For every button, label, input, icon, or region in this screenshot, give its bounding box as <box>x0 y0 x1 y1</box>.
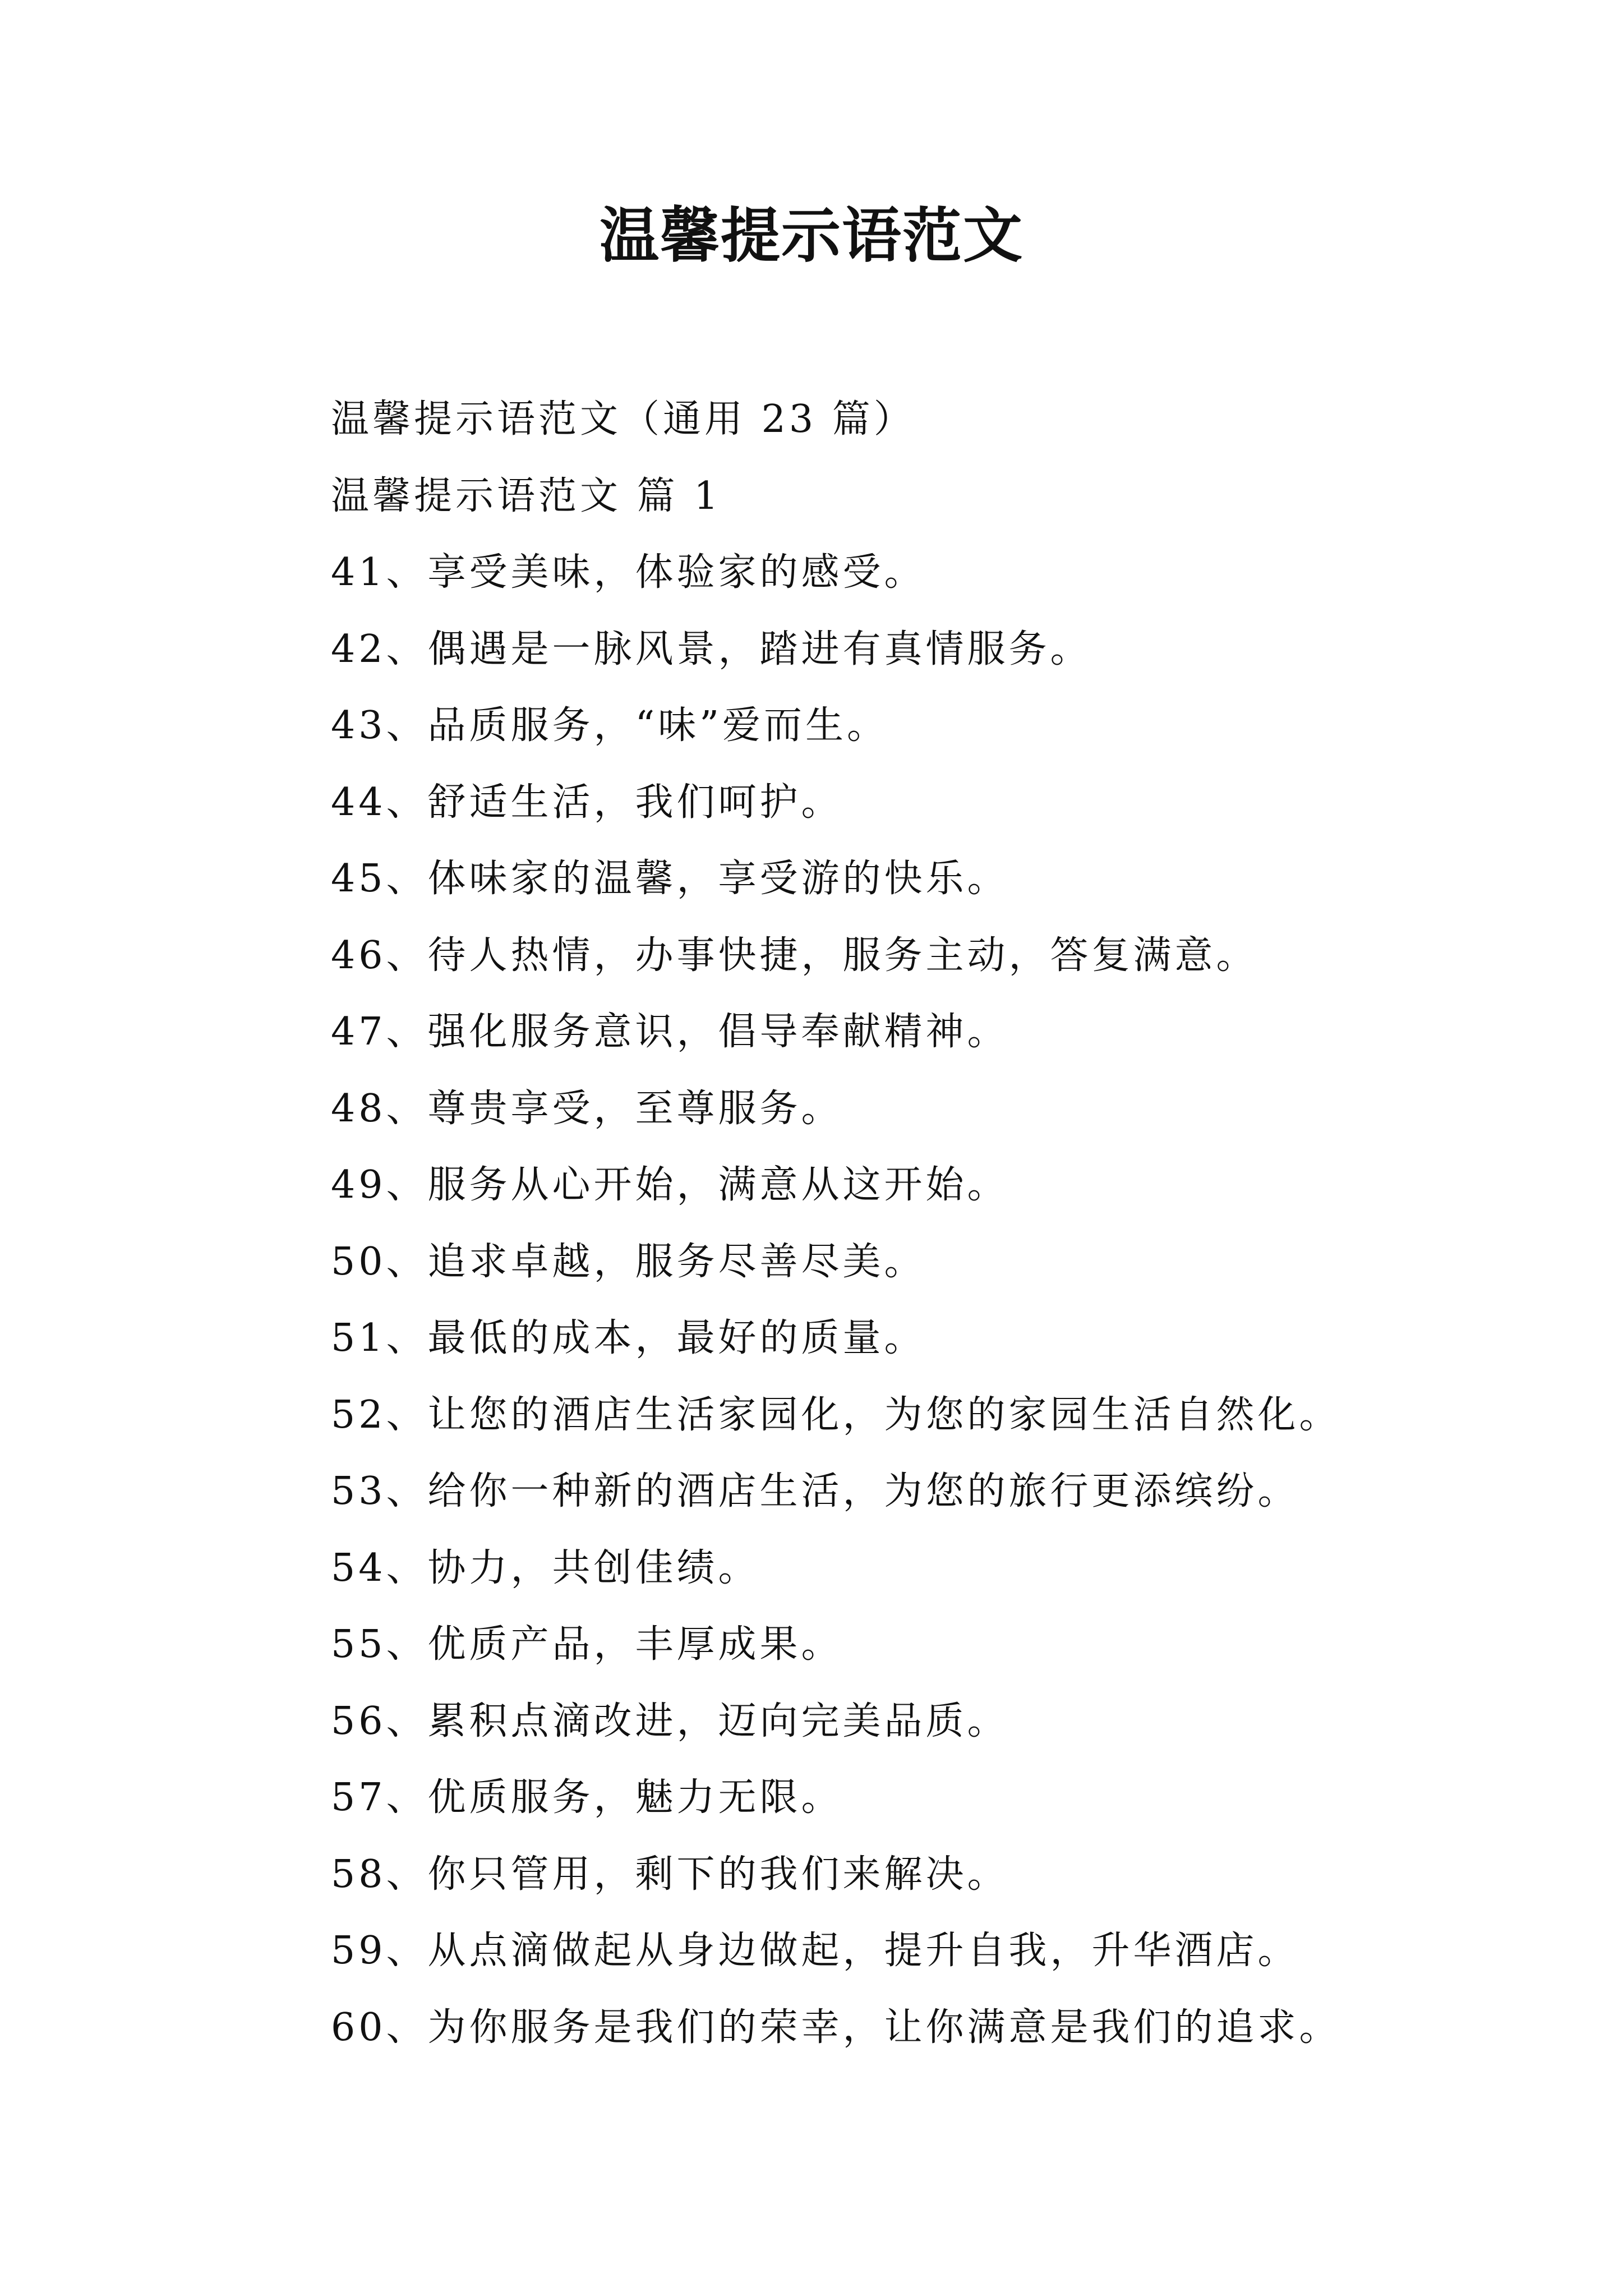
list-item: 55、优质产品，丰厚成果。 <box>331 1622 843 1667</box>
document-title: 温馨提示语范文 <box>600 200 1023 270</box>
list-item: 52、让您的酒店生活家园化，为您的家园生活自然化。 <box>331 1392 1341 1437</box>
list-item: 46、待人热情，办事快捷，服务主动，答复满意。 <box>331 933 1258 978</box>
list-item: 54、协力，共创佳绩。 <box>331 1545 760 1590</box>
list-item: 57、优质服务，魅力无限。 <box>331 1775 843 1820</box>
list-item: 51、最低的成本，最好的质量。 <box>331 1316 926 1360</box>
list-item: 43、品质服务，“味”爱而生。 <box>331 703 889 748</box>
list-item: 49、服务从心开始，满意从这开始。 <box>331 1163 1009 1207</box>
list-item: 44、舒适生活，我们呵护。 <box>331 780 843 825</box>
document-body <box>331 381 1593 2066</box>
document-subtitle: 温馨提示语范文（通用 23 篇） <box>331 397 915 441</box>
list-item: 59、从点滴做起从身边做起，提升自我，升华酒店。 <box>331 1929 1299 1973</box>
list-item: 45、体味家的温馨，享受游的快乐。 <box>331 857 1009 901</box>
list-item: 58、你只管用，剩下的我们来解决。 <box>331 1852 1009 1897</box>
list-item: 60、为你服务是我们的荣幸，让你满意是我们的追求。 <box>331 2005 1341 2050</box>
list-item: 48、尊贵享受，至尊服务。 <box>331 1086 843 1131</box>
section-heading: 温馨提示语范文 篇 1 <box>331 473 722 518</box>
list-item: 50、追求卓越，服务尽善尽美。 <box>331 1239 926 1284</box>
list-item: 56、累积点滴改进，迈向完美品质。 <box>331 1699 1009 1743</box>
list-item: 53、给你一种新的酒店生活，为您的旅行更添缤纷。 <box>331 1469 1299 1513</box>
list-item: 41、享受美味，体验家的感受。 <box>331 550 926 595</box>
list-item: 47、强化服务意识，倡导奉献精神。 <box>331 1010 1009 1054</box>
list-item: 42、偶遇是一脉风景，踏进有真情服务。 <box>331 627 1092 671</box>
